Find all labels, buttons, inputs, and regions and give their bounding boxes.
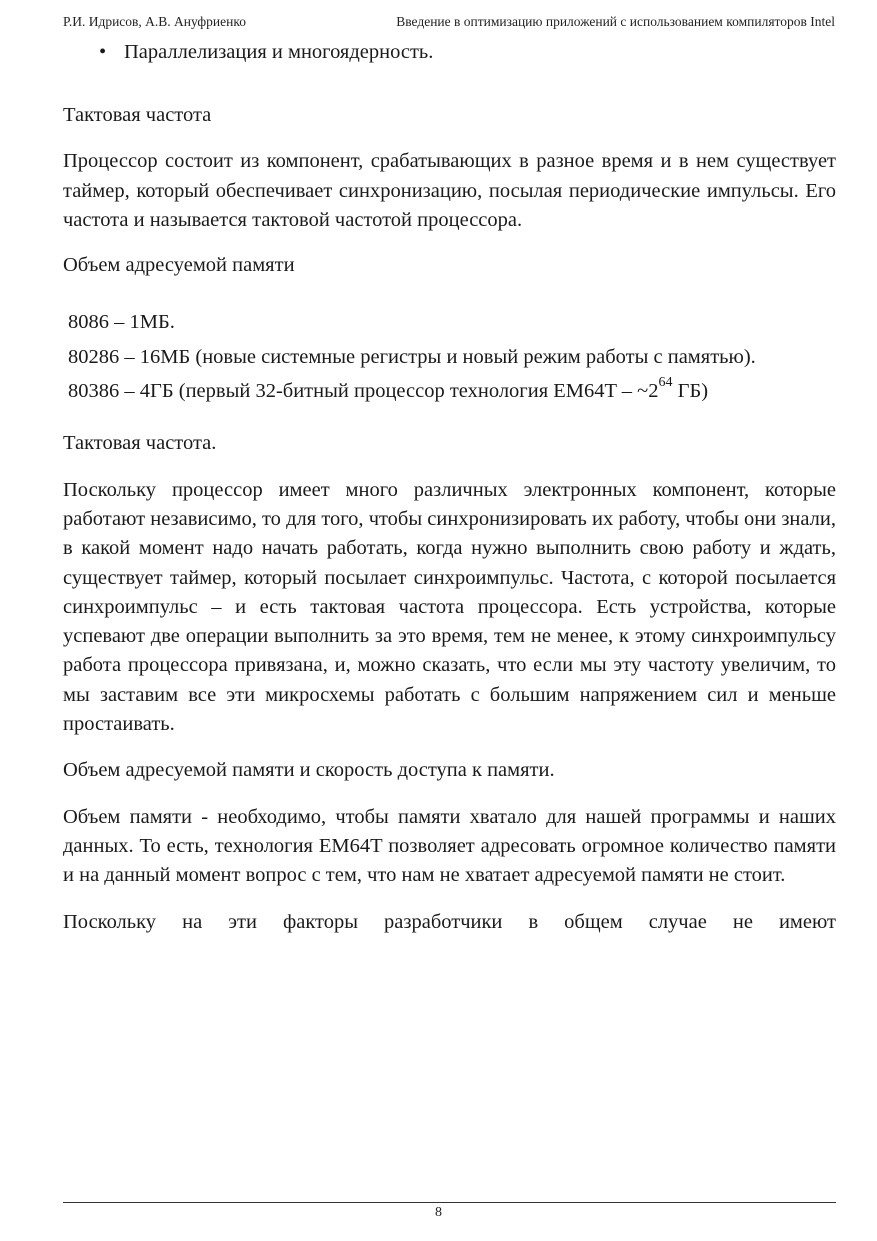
clock-paragraph: Процессор состоит из компонент, срабатывающих в разное время и в нем существует таймер, который обеспечивает синхронизацию, посылая периодические импульсы. Его частота и называется тактовой частотой процессора. — [63, 150, 836, 231]
header-authors: Р.И. Идрисов, А.В. Ануфриенко — [63, 14, 246, 29]
memory-item-80386 — [68, 377, 813, 406]
final-paragraph: Поскольку на эти факторы разработчики в общем случае не имеют — [63, 910, 836, 933]
memory-item-8086 — [68, 308, 813, 337]
footer-divider — [63, 1202, 836, 1203]
memory-item-text: 80386 – 4ГБ (первый 32-битный процессор технология EM64T – ~2 — [68, 380, 659, 403]
memory-item-text: 80286 – 16МБ (новые системные регистры и новый режим работы с памятью). — [68, 345, 756, 368]
clock-paragraph-2: Поскольку процессор имеет много различных электронных компонент, которые работают независимо, то для того, чтобы синхронизировать их работу, чтобы они знали, в какой момент надо начать работать, когда нужно выполнить свою работу и ждать, существует таймер, который посылает синхроимпульс. Частота, с которой посылается синхроимпульс – и есть тактовая частота процессора. Есть устройства, которые успевают две операции выполнить за это время, тем не менее, к этому синхроимпульсу работа процессора привязана, и, можно сказать, что если мы эту частоту увеличим, то мы заставим все эти микросхемы работать с большим напряжением сил и меньше простаивать. — [63, 478, 836, 736]
memory-speed-paragraph: Объем памяти - необходимо, чтобы памяти хватало для нашей программы и наших данных. То есть, технология EM64T позволяет адресовать огромное количество памяти и на данный момент вопрос с тем, что нам не хватает адресуемой памяти не стоит. — [63, 805, 836, 887]
memory-item-exponent: 64 — [658, 375, 673, 391]
bullet-text: Параллелизация и многоядерность. — [124, 41, 434, 63]
page-number: 8 — [435, 1205, 442, 1220]
memory-heading: Объем адресуемой памяти — [63, 254, 295, 277]
memory-list — [63, 308, 813, 406]
clock-heading: Тактовая частота — [63, 104, 212, 126]
page-header — [63, 14, 835, 30]
clock-heading-2: Тактовая частота. — [63, 432, 217, 455]
memory-item-tail: ГБ) — [672, 380, 709, 403]
memory-speed-heading: Объем адресуемой памяти и скорость доступа к памяти. — [63, 759, 555, 782]
bullet-item — [99, 38, 836, 67]
page-content — [63, 38, 836, 937]
memory-item-text: 8086 – 1МБ. — [68, 311, 175, 334]
bullet-icon: • — [99, 41, 107, 63]
header-book-title: Введение в оптимизацию приложений с использованием компиляторов Intel — [396, 14, 835, 29]
memory-item-80286 — [68, 343, 813, 372]
